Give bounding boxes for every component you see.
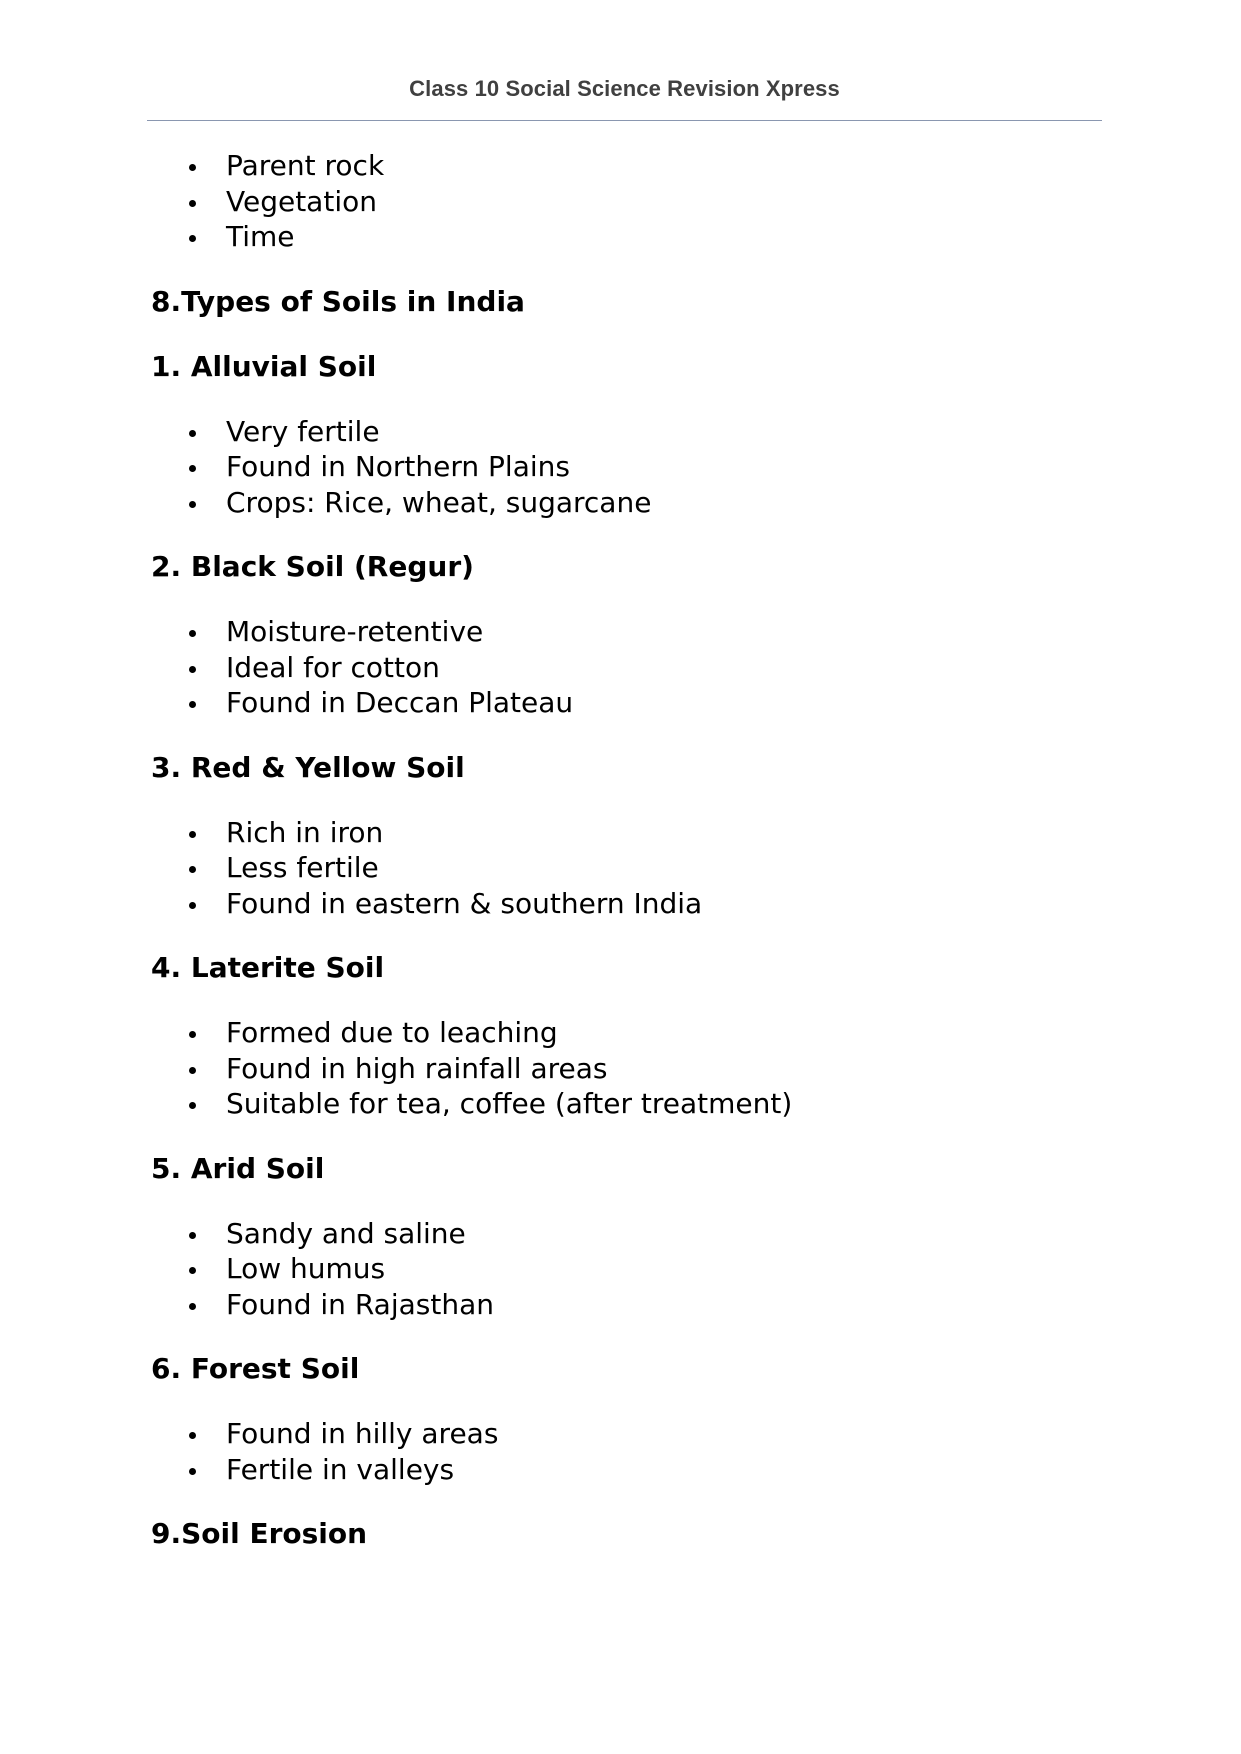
list-item bbox=[151, 1086, 1101, 1122]
list-item bbox=[151, 219, 1101, 255]
bullet-icon bbox=[189, 1031, 196, 1038]
list-item bbox=[151, 1216, 1101, 1252]
section-heading-types-of-soils: 8.Types of Soils in India bbox=[151, 284, 525, 318]
list-item-text: Parent rock bbox=[226, 149, 385, 182]
soil-list-arid bbox=[151, 1216, 1101, 1323]
soil-heading-alluvial: 1. Alluvial Soil bbox=[151, 349, 377, 383]
list-item bbox=[151, 850, 1101, 886]
list-item-text: Suitable for tea, coffee (after treatment) bbox=[226, 1087, 793, 1120]
section-heading-soil-erosion: 9.Soil Erosion bbox=[151, 1517, 368, 1550]
list-item bbox=[151, 485, 1101, 521]
list-item-text: Ideal for cotton bbox=[226, 650, 440, 684]
list-item-text: Moisture-retentive bbox=[226, 615, 484, 648]
list-item-text: Found in Rajasthan bbox=[226, 1287, 494, 1321]
bullet-icon bbox=[189, 701, 196, 708]
list-item-text: Low humus bbox=[226, 1252, 386, 1285]
bullet-icon bbox=[189, 1267, 196, 1274]
soil-heading-black: 2. Black Soil (Regur) bbox=[151, 550, 474, 583]
list-item-text: Very fertile bbox=[226, 414, 380, 448]
soil-list-black bbox=[151, 614, 1101, 721]
bullet-icon bbox=[189, 902, 196, 909]
soil-list-forest bbox=[151, 1416, 1101, 1487]
list-item-text: Found in high rainfall areas bbox=[226, 1051, 608, 1085]
soil-heading-red-yellow: 3. Red & Yellow Soil bbox=[151, 750, 465, 784]
bullet-icon bbox=[189, 630, 196, 637]
bullet-icon bbox=[189, 465, 196, 472]
list-item bbox=[151, 685, 1101, 721]
list-item-text: Vegetation bbox=[226, 184, 377, 218]
bullet-icon bbox=[189, 501, 196, 508]
bullet-icon bbox=[189, 866, 196, 873]
list-item bbox=[151, 1416, 1101, 1452]
list-item bbox=[151, 148, 1101, 184]
list-item-text: Formed due to leaching bbox=[226, 1016, 558, 1049]
bullet-icon bbox=[189, 1102, 196, 1109]
bullet-icon bbox=[189, 430, 196, 437]
soil-heading-forest: 6. Forest Soil bbox=[151, 1352, 360, 1385]
list-item-text: Rich in iron bbox=[226, 815, 384, 849]
list-item-text: Found in Deccan Plateau bbox=[226, 686, 574, 719]
page-content bbox=[151, 148, 1101, 1552]
bullet-icon bbox=[189, 666, 196, 673]
bullet-icon bbox=[189, 1067, 196, 1074]
bullet-icon bbox=[189, 164, 196, 171]
soil-list-laterite bbox=[151, 1015, 1101, 1122]
list-item bbox=[151, 1015, 1101, 1051]
list-item-text: Time bbox=[226, 220, 295, 253]
list-item bbox=[151, 184, 1101, 220]
list-item-text: Crops: Rice, wheat, sugarcane bbox=[226, 485, 652, 519]
soil-heading-laterite: 4. Laterite Soil bbox=[151, 951, 385, 984]
list-item bbox=[151, 414, 1101, 450]
list-item-text: Fertile in valleys bbox=[226, 1452, 455, 1486]
bullet-icon bbox=[189, 235, 196, 242]
list-item bbox=[151, 1251, 1101, 1287]
list-item-text: Found in eastern & southern India bbox=[226, 886, 703, 920]
soil-heading-arid: 5. Arid Soil bbox=[151, 1151, 325, 1185]
list-item-text: Sandy and saline bbox=[226, 1216, 466, 1250]
list-item bbox=[151, 449, 1101, 485]
bullet-icon bbox=[189, 1432, 196, 1439]
page-header-title: Class 10 Social Science Revision Xpress bbox=[409, 76, 840, 101]
bullet-icon bbox=[189, 1232, 196, 1239]
list-item bbox=[151, 1287, 1101, 1323]
header-divider bbox=[147, 120, 1102, 121]
list-item bbox=[151, 1452, 1101, 1488]
bullet-icon bbox=[189, 1303, 196, 1310]
list-item bbox=[151, 614, 1101, 650]
list-item-text: Found in Northern Plains bbox=[226, 450, 570, 483]
soil-list-alluvial bbox=[151, 414, 1101, 521]
bullet-icon bbox=[189, 1468, 196, 1475]
bullet-icon bbox=[189, 831, 196, 838]
list-item bbox=[151, 886, 1101, 922]
soil-list-red-yellow bbox=[151, 815, 1101, 922]
list-item-text: Found in hilly areas bbox=[226, 1417, 499, 1450]
list-item bbox=[151, 815, 1101, 851]
intro-list bbox=[151, 148, 1101, 255]
bullet-icon bbox=[189, 200, 196, 207]
list-item-text: Less fertile bbox=[226, 851, 379, 884]
list-item bbox=[151, 650, 1101, 686]
list-item bbox=[151, 1051, 1101, 1087]
